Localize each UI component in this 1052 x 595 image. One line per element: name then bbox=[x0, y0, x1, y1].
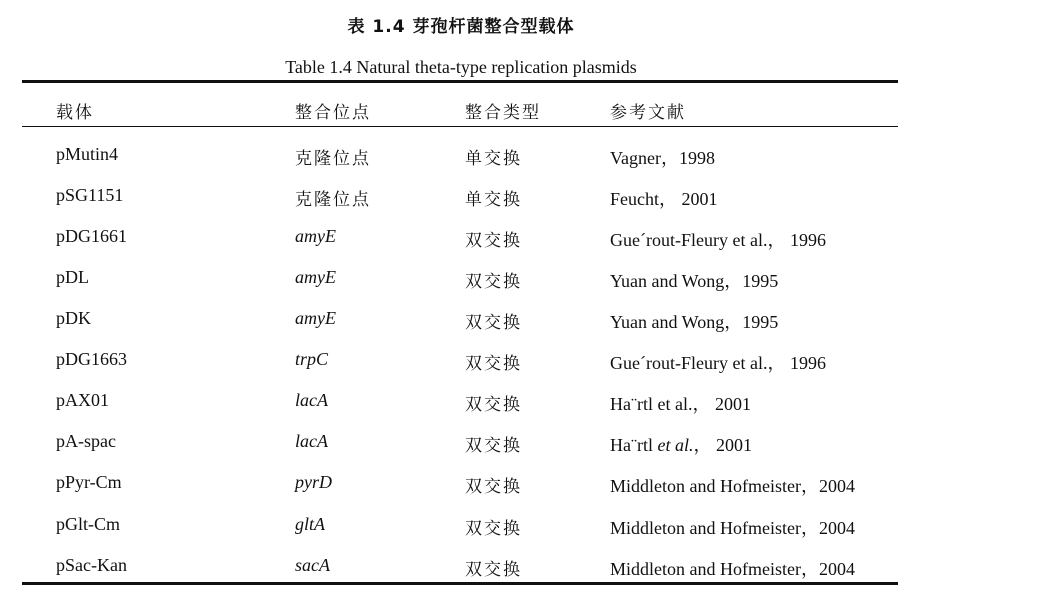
cell-reference: Gue´rout-Fleury et al.， 1996 bbox=[610, 353, 826, 373]
cell-site: 克隆位点 bbox=[295, 149, 371, 169]
cell-site: trpC bbox=[295, 349, 329, 369]
table-row bbox=[0, 472, 900, 512]
header-integration-type: 整合类型 bbox=[465, 103, 541, 123]
cell-type: 双交换 bbox=[465, 395, 522, 415]
cell-site: gltA bbox=[295, 514, 325, 534]
cell-site: sacA bbox=[295, 555, 330, 575]
cell-vector: pA-spac bbox=[56, 431, 116, 451]
cell-vector: pGlt-Cm bbox=[56, 514, 121, 534]
cell-reference: Feucht， 2001 bbox=[610, 189, 718, 209]
cell-reference bbox=[610, 431, 752, 457]
cell-vector: pDG1663 bbox=[56, 349, 127, 369]
cell-site: pyrD bbox=[295, 472, 332, 492]
table-row bbox=[0, 390, 900, 430]
cell-type: 双交换 bbox=[465, 560, 522, 580]
reference-author: Ha¨rtl bbox=[610, 435, 653, 455]
cell-reference: Yuan and Wong，1995 bbox=[610, 271, 779, 291]
table-row bbox=[0, 185, 900, 225]
table-row bbox=[0, 431, 900, 471]
cell-type: 双交换 bbox=[465, 436, 522, 456]
cell-reference: Yuan and Wong，1995 bbox=[610, 312, 779, 332]
cell-type: 双交换 bbox=[465, 354, 522, 374]
cell-reference: Ha¨rtl et al.， 2001 bbox=[610, 394, 751, 414]
cell-type: 双交换 bbox=[465, 519, 522, 539]
top-rule bbox=[22, 80, 898, 83]
cell-vector: pDG1661 bbox=[56, 226, 127, 246]
cell-type: 双交换 bbox=[465, 313, 522, 333]
table-row bbox=[0, 226, 900, 266]
cell-vector: pMutin4 bbox=[56, 144, 119, 164]
cell-site: amyE bbox=[295, 267, 336, 287]
table-row bbox=[0, 555, 900, 595]
cell-vector: pAX01 bbox=[56, 390, 109, 410]
cell-vector: pDL bbox=[56, 267, 89, 287]
cell-site: lacA bbox=[295, 431, 328, 451]
cell-type: 单交换 bbox=[465, 190, 522, 210]
table-row bbox=[0, 267, 900, 307]
reference-et-al: et al. bbox=[657, 435, 694, 455]
table-row bbox=[0, 514, 900, 554]
cell-type: 单交换 bbox=[465, 149, 522, 169]
cell-type: 双交换 bbox=[465, 477, 522, 497]
cell-site: lacA bbox=[295, 390, 328, 410]
cell-vector: pSac-Kan bbox=[56, 555, 127, 575]
header-rule bbox=[22, 126, 898, 127]
cell-vector: pSG1151 bbox=[56, 185, 124, 205]
cell-reference: Middleton and Hofmeister，2004 bbox=[610, 476, 855, 496]
cell-type: 双交换 bbox=[465, 272, 522, 292]
cell-reference: Middleton and Hofmeister，2004 bbox=[610, 559, 855, 579]
table-title-english: Table 1.4 Natural theta-type replication plasmids bbox=[285, 57, 637, 77]
table-row bbox=[0, 308, 900, 348]
bottom-rule bbox=[22, 582, 898, 585]
header-vector: 载体 bbox=[56, 103, 94, 123]
table-row bbox=[0, 349, 900, 389]
cell-reference: Vagner，1998 bbox=[610, 148, 715, 168]
table-row bbox=[0, 144, 900, 184]
cell-type: 双交换 bbox=[465, 231, 522, 251]
cell-vector: pPyr-Cm bbox=[56, 472, 122, 492]
cell-site: amyE bbox=[295, 226, 336, 246]
header-integration-site: 整合位点 bbox=[295, 103, 371, 123]
cell-vector: pDK bbox=[56, 308, 91, 328]
header-reference: 参考文献 bbox=[610, 103, 686, 123]
table-title-chinese: 表 1.4 芽孢杆菌整合型载体 bbox=[347, 17, 575, 37]
cell-site: 克隆位点 bbox=[295, 190, 371, 210]
cell-reference: Middleton and Hofmeister，2004 bbox=[610, 518, 855, 538]
cell-site: amyE bbox=[295, 308, 336, 328]
reference-year: ， 2001 bbox=[693, 435, 752, 455]
cell-reference: Gue´rout-Fleury et al.， 1996 bbox=[610, 230, 826, 250]
